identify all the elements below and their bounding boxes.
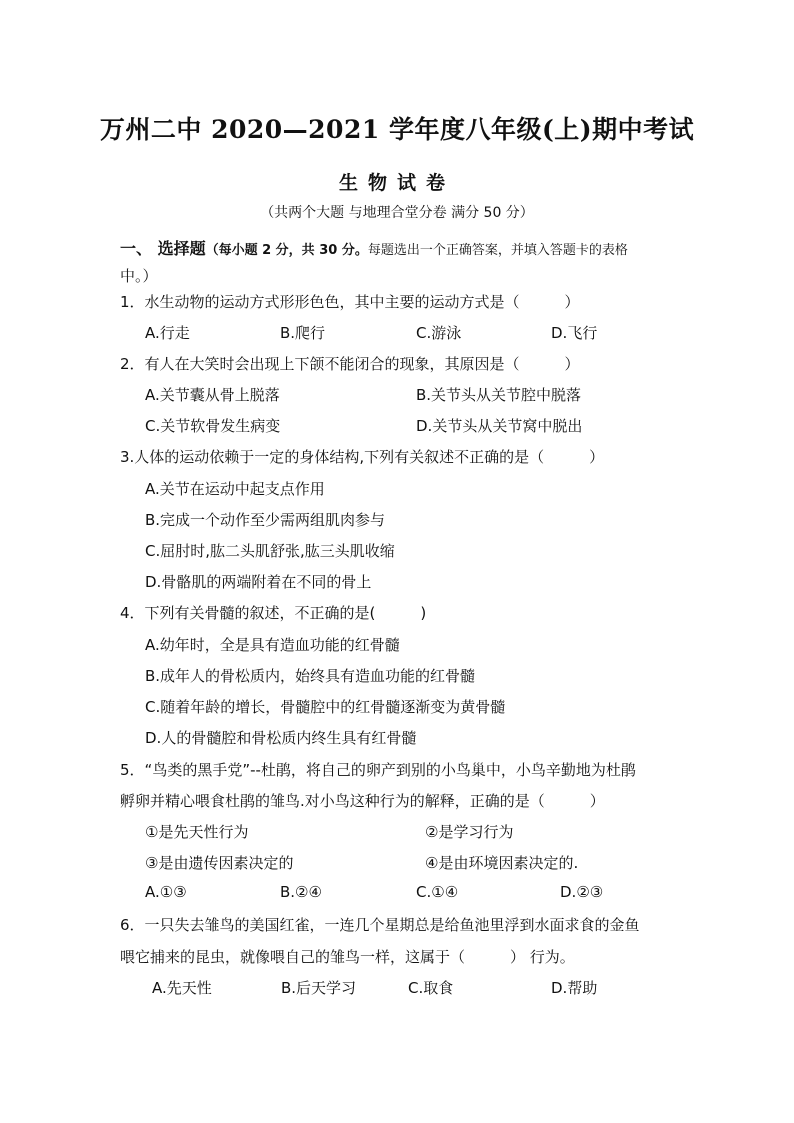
question-5-option-a: A.①③: [145, 883, 187, 901]
question-5-option-d: D.②③: [560, 883, 604, 901]
question-4-stem: 4．下列有关骨髓的叙述，不正确的是( ): [120, 604, 427, 622]
question-5-statement-4: ④是由环境因素决定的.: [425, 854, 579, 872]
question-5-statement-2: ②是学习行为: [425, 823, 514, 841]
section-heading-line: [120, 236, 628, 259]
question-2-stem: 2．有人在大笑时会出现上下颌不能闭合的现象，其原因是（ ）: [120, 355, 580, 373]
question-4-option-d: D.人的骨髓腔和骨松质内终生具有红骨髓: [145, 729, 417, 747]
question-2-option-c: C.关节软骨发生病变: [145, 417, 281, 435]
question-5-stem: 5．“鸟类的黑手党”--杜鹃，将自己的卵产到别的小鸟巢中，小鸟辛勤地为杜鹃: [120, 761, 636, 779]
question-1-option-d: D.飞行: [551, 324, 598, 342]
section-note: [206, 243, 628, 258]
question-6-option-d: D.帮助: [551, 979, 598, 997]
question-5-option-b: B.②④: [280, 883, 322, 901]
question-5-stem-continued: 孵卵并精心喂食杜鹃的雏鸟.对小鸟这种行为的解释，正确的是（ ）: [120, 792, 605, 810]
question-5-option-c: C.①④: [416, 883, 459, 901]
question-3-option-b: B.完成一个动作至少需两组肌肉参与: [145, 511, 386, 529]
question-2-option-b: B.关节头从关节腔中脱落: [416, 386, 582, 404]
question-1-option-a: A.行走: [145, 324, 190, 342]
section-note-rest: 每题选出一个正确答案，并填入答题卡的表格: [367, 243, 628, 258]
question-1-option-b: B.爬行: [280, 324, 326, 342]
question-2-option-a: A.关节囊从骨上脱落: [145, 386, 280, 404]
question-4-option-a: A.幼年时，全是具有造血功能的红骨髓: [145, 636, 400, 654]
question-4-option-c: C.随着年龄的增长，骨髓腔中的红骨髓逐渐变为黄骨髓: [145, 698, 506, 716]
question-6-stem-continued: 喂它捕来的昆虫，就像喂自己的雏鸟一样，这属于（ ） 行为。: [120, 948, 575, 966]
exam-title: 万州二中 2020—2021 学年度八年级(上)期中考试: [99, 115, 695, 144]
question-4-option-b: B.成年人的骨松质内，始终具有造血功能的红骨髓: [145, 667, 476, 685]
question-1-stem: 1．水生动物的运动方式形形色色，其中主要的运动方式是（ ）: [120, 293, 580, 311]
question-3-stem: 3.人体的运动依赖于一定的身体结构,下列有关叙述不正确的是（ ）: [120, 448, 605, 466]
question-2-option-d: D.关节头从关节窝中脱出: [416, 417, 583, 435]
exam-note: （共两个大题 与地理合堂分卷 满分 50 分）: [260, 205, 534, 221]
question-6-option-c: C.取食: [408, 979, 454, 997]
exam-subtitle: 生物试卷: [338, 172, 455, 194]
section-heading: 一、 选择题: [120, 239, 206, 258]
question-3-option-a: A.关节在运动中起支点作用: [145, 480, 325, 498]
question-3-option-d: D.骨骼肌的两端附着在不同的骨上: [145, 573, 372, 591]
question-5-statement-1: ①是先天性行为: [145, 823, 249, 841]
question-5-statement-3: ③是由遗传因素决定的: [145, 854, 294, 872]
question-3-option-c: C.屈肘时,肱二头肌舒张,肱三头肌收缩: [145, 542, 395, 560]
question-1-option-c: C.游泳: [416, 324, 462, 342]
question-6-option-a: A.先天性: [152, 979, 212, 997]
section-note-continued: 中。）: [120, 267, 158, 285]
question-6-option-b: B.后天学习: [281, 979, 357, 997]
section-note-bold: （每小题 2 分，共 30 分。: [205, 243, 368, 258]
question-6-stem: 6．一只失去雏鸟的美国红雀，一连几个星期总是给鱼池里浮到水面求食的金鱼: [120, 916, 640, 934]
